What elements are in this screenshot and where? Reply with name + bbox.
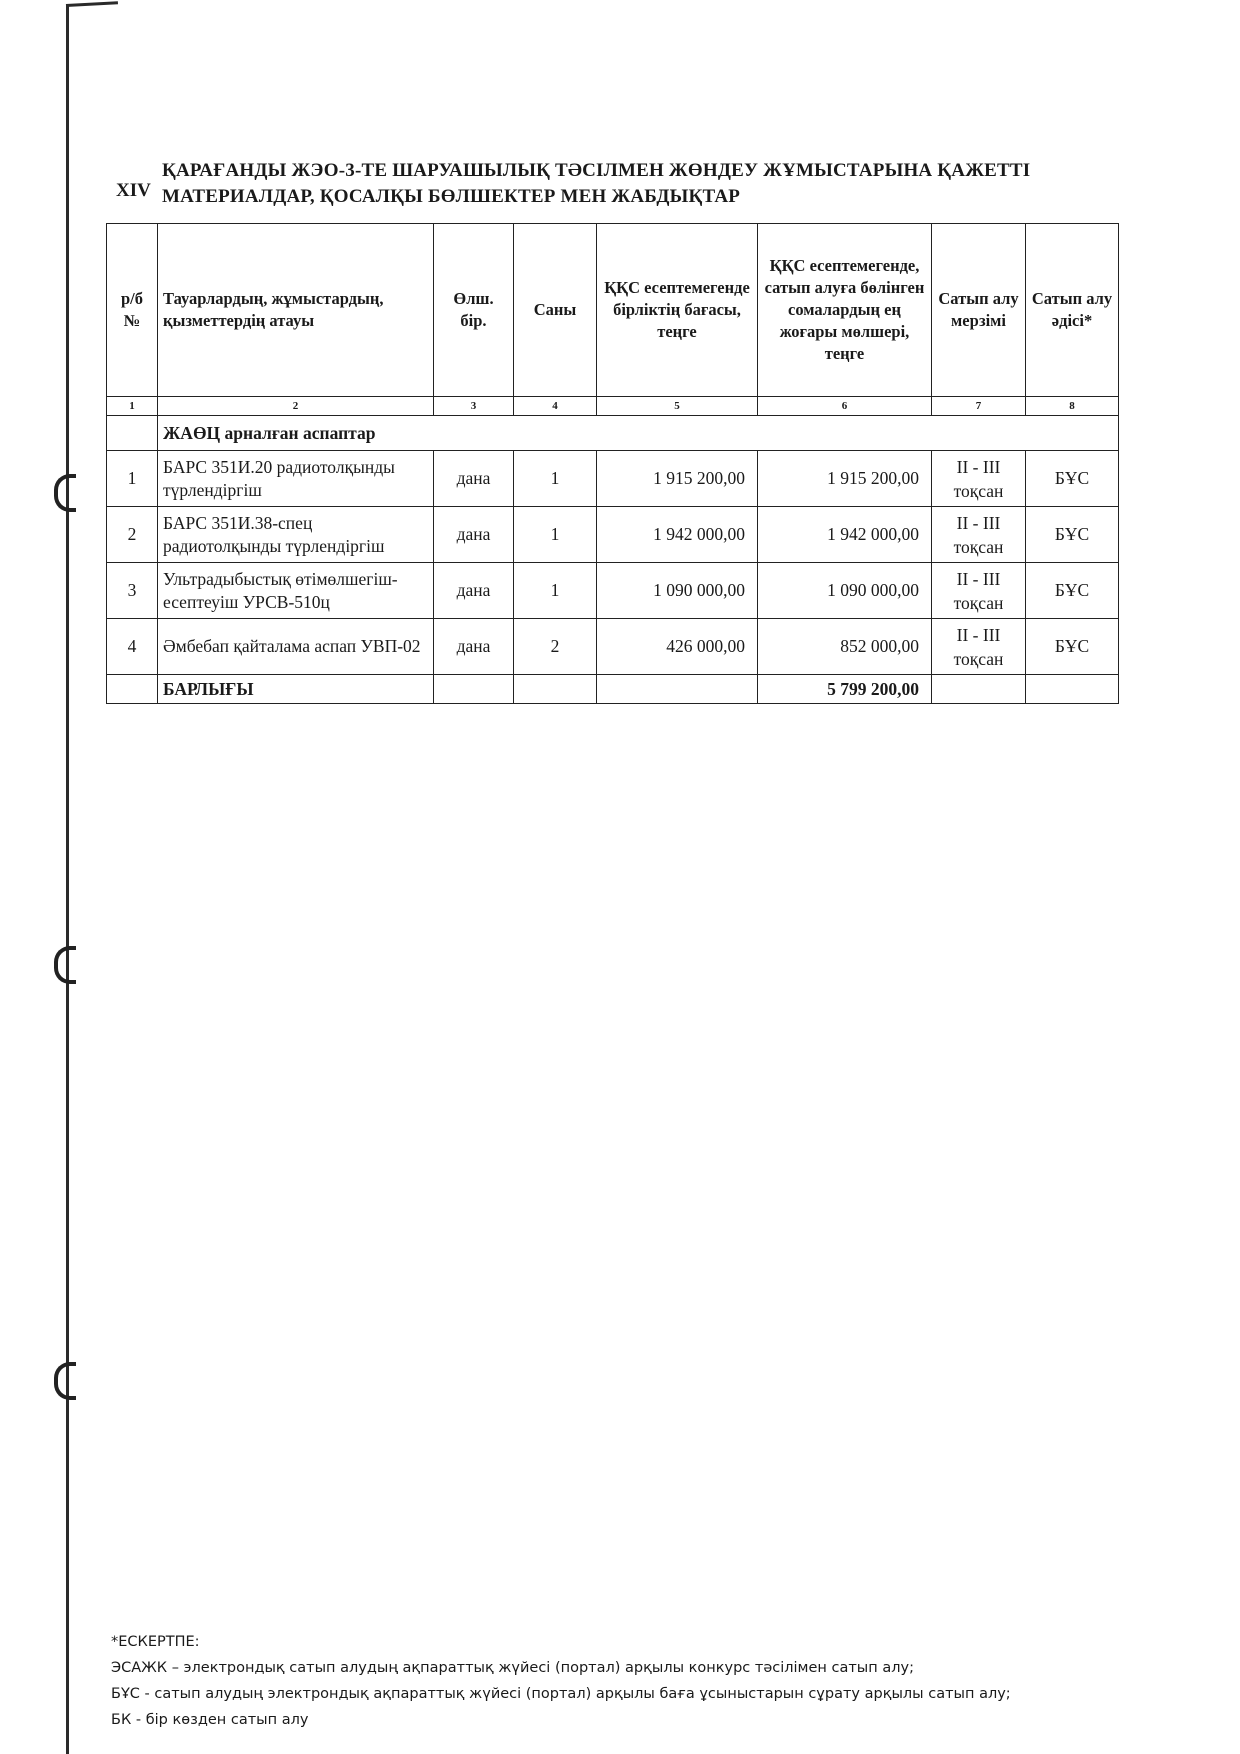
footnote-block — [111, 1629, 1011, 1733]
total-spacer — [597, 675, 758, 704]
header-purchase-method: Сатып алу әдісі* — [1026, 224, 1119, 397]
item-amount: 1 915 200,00 — [758, 451, 932, 507]
item-method: БҰС — [1026, 563, 1119, 619]
column-number: 3 — [434, 397, 514, 416]
item-term: II - III тоқсан — [932, 563, 1026, 619]
item-quantity: 2 — [514, 619, 597, 675]
item-amount: 1 942 000,00 — [758, 507, 932, 563]
title-line: МАТЕРИАЛДАР, ҚОСАЛҚЫ БӨЛШЕКТЕР МЕН ЖАБДЫҚТАР — [162, 186, 741, 207]
group-row — [107, 416, 1119, 451]
punch-hole-mark — [54, 946, 76, 984]
row-number: 4 — [107, 619, 158, 675]
item-quantity: 1 — [514, 507, 597, 563]
item-unit-price: 1 942 000,00 — [597, 507, 758, 563]
item-method: БҰС — [1026, 619, 1119, 675]
footnote-line: БҰС - сатып алудың электрондық ақпараттық жүйесі (портал) арқылы баға ұсыныстарын сұрату арқылы сатып алу; — [111, 1686, 1011, 1702]
item-term: II - III тоқсан — [932, 451, 1026, 507]
item-unit: дана — [434, 619, 514, 675]
item-unit: дана — [434, 507, 514, 563]
group-label: ЖАӨЦ арналған аспаптар — [158, 416, 1119, 451]
total-value: 5 799 200,00 — [758, 675, 932, 704]
footnote-heading: *ЕСКЕРТПЕ: — [111, 1634, 200, 1650]
row-number: 2 — [107, 507, 158, 563]
column-number: 5 — [597, 397, 758, 416]
item-unit-price: 1 915 200,00 — [597, 451, 758, 507]
footnote-line: ЭСАЖК – электрондық сатып алудың ақпараттық жүйесі (портал) арқылы конкурс тәсілімен сатып алу; — [111, 1660, 914, 1676]
header-unit-price: ҚҚС есептемегенде бірліктің бағасы, теңге — [597, 224, 758, 397]
item-unit: дана — [434, 451, 514, 507]
item-unit: дана — [434, 563, 514, 619]
document-title — [162, 158, 1030, 210]
item-method: БҰС — [1026, 507, 1119, 563]
punch-hole-mark — [54, 474, 76, 512]
group-row-spacer — [107, 416, 158, 451]
column-number: 2 — [158, 397, 434, 416]
total-spacer — [1026, 675, 1119, 704]
item-name: БАРС 351И.20 радиотолқынды түрлендіргіш — [158, 451, 434, 507]
column-number: 1 — [107, 397, 158, 416]
header-purchase-term: Сатып алу мерзімі — [932, 224, 1026, 397]
item-amount: 1 090 000,00 — [758, 563, 932, 619]
item-name: Әмбебап қайталама аспап УВП-02 — [158, 619, 434, 675]
column-number: 4 — [514, 397, 597, 416]
item-amount: 852 000,00 — [758, 619, 932, 675]
total-label: БАРЛЫҒЫ — [158, 675, 434, 704]
item-unit-price: 1 090 000,00 — [597, 563, 758, 619]
item-term: II - III тоқсан — [932, 507, 1026, 563]
header-unit: Өлш. бір. — [434, 224, 514, 397]
footnote-line: БК - бір көзден сатып алу — [111, 1712, 309, 1728]
procurement-table — [106, 223, 1119, 704]
total-spacer — [932, 675, 1026, 704]
item-name: БАРС 351И.38-спец радиотолқынды түрлендіргіш — [158, 507, 434, 563]
table-header-row — [107, 224, 1119, 397]
header-row-number: р/б № — [107, 224, 158, 397]
item-quantity: 1 — [514, 563, 597, 619]
header-max-amount: ҚҚС есептемегенде, сатып алуға бөлінген сомалардың ең жоғары мөлшері, теңге — [758, 224, 932, 397]
header-quantity: Саны — [514, 224, 597, 397]
row-number: 3 — [107, 563, 158, 619]
table-row — [107, 563, 1119, 619]
table-row — [107, 619, 1119, 675]
binder-margin-line — [66, 6, 69, 1754]
binder-corner-mark — [66, 1, 118, 7]
punch-hole-mark — [54, 1362, 76, 1400]
total-spacer — [514, 675, 597, 704]
column-number: 6 — [758, 397, 932, 416]
column-number: 7 — [932, 397, 1026, 416]
table-row — [107, 507, 1119, 563]
item-method: БҰС — [1026, 451, 1119, 507]
item-name: Ультрадыбыстық өтімөлшегіш-есептеуіш УРСВ-510ц — [158, 563, 434, 619]
title-line: ҚАРАҒАНДЫ ЖЭО-3-ТЕ ШАРУАШЫЛЫҚ ТӘСІЛМЕН ЖӨНДЕУ ЖҰМЫСТАРЫНА ҚАЖЕТТІ — [162, 160, 1031, 181]
header-item-name: Тауарлардың, жұмыстардың, қызметтердің атауы — [158, 224, 434, 397]
total-spacer — [434, 675, 514, 704]
column-number: 8 — [1026, 397, 1119, 416]
total-row — [107, 675, 1119, 704]
column-number-row — [107, 397, 1119, 416]
item-quantity: 1 — [514, 451, 597, 507]
item-term: II - III тоқсан — [932, 619, 1026, 675]
table-row — [107, 451, 1119, 507]
item-unit-price: 426 000,00 — [597, 619, 758, 675]
total-spacer — [107, 675, 158, 704]
section-number: XIV — [116, 180, 151, 201]
row-number: 1 — [107, 451, 158, 507]
